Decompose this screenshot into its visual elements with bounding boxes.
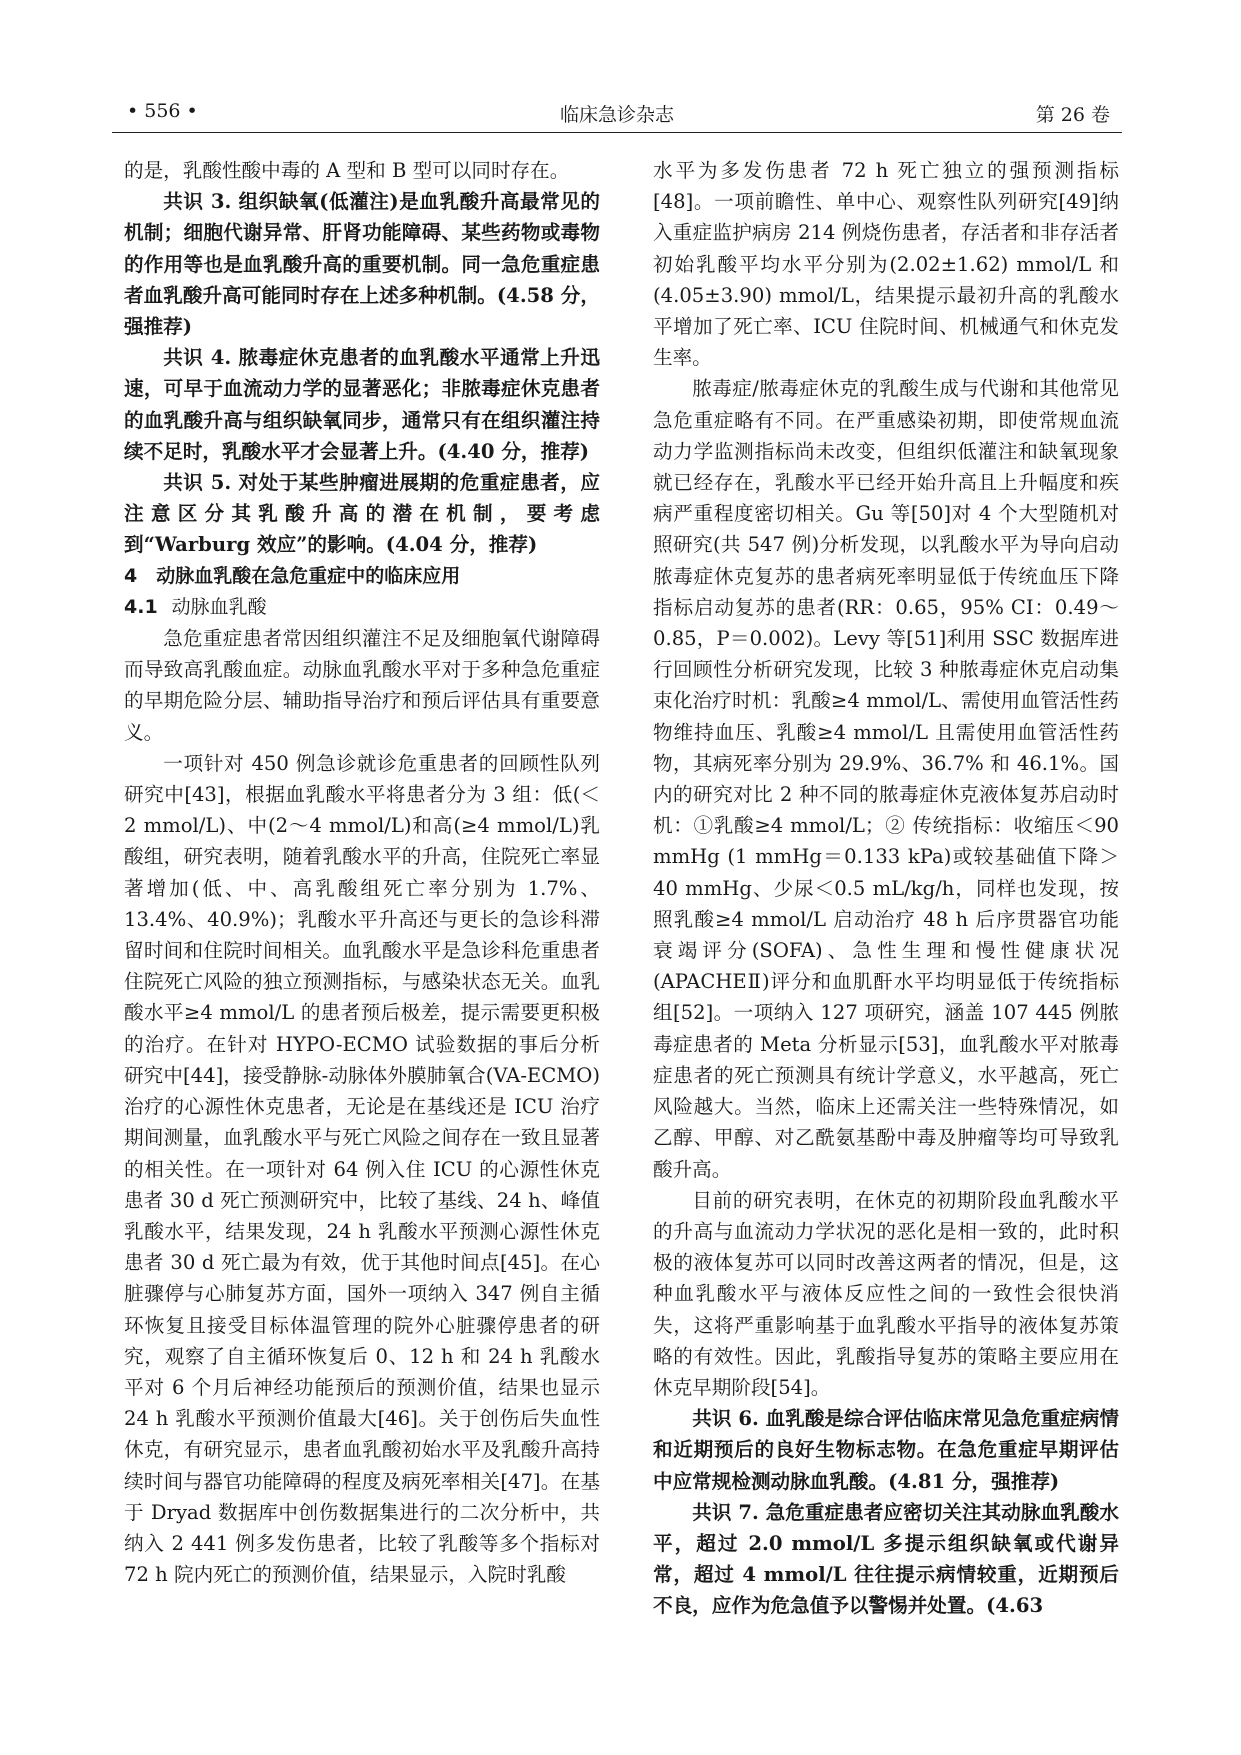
left-column: [124, 155, 600, 1590]
paragraph: 脓毒症/脓毒症休克的乳酸生成与代谢和其他常见急危重症略有不同。在严重感染初期，即使常规血流动力学监测指标尚未改变，但组织低灌注和缺氧现象就已经存在，乳酸水平已经开始升高且上升幅度和疾病严重程度密切相关。Gu 等[50]对 4 个大型随机对照研究(共 547 例)分析发现，以乳酸水平为导向启动脓毒症休克复苏的患者病死率明显低于传统血压下降指标启动复苏的患者(RR：0.65，95% CI：0.49～0.85，P＝0.002)。Levy 等[51]利用 SSC 数据库进行回顾性分析研究发现，比较 3 种脓毒症休克启动集束化治疗时机：乳酸≥4 mmol/L、需使用血管活性药物维持血压、乳酸≥4 mmol/L 且需使用血管活性药物，其病死率分别为 29.9%、36.7% 和 46.1%。国内的研究对比 2 种不同的脓毒症休克液体复苏启动时机：①乳酸≥4 mmol/L；② 传统指标：收缩压＜90 mmHg (1 mmHg＝0.133 kPa)或较基础值下降＞40 mmHg、少尿＜0.5 mL/kg/h，同样也发现，按照乳酸≥4 mmol/L 启动治疗 48 h 后序贯器官功能衰竭评分(SOFA)、急性生理和慢性健康状况(APACHEⅡ)评分和血肌酐水平均明显低于传统指标组[52]。一项纳入 127 项研究，涵盖 107 445 例脓毒症患者的 Meta 分析显示[53]，血乳酸水平对脓毒症患者的死亡预测具有统计学意义，水平越高，死亡风险越大。当然，临床上还需关注一些特殊情况，如乙醇、甲醇、对乙酰氨基酚中毒及肿瘤等均可导致乳酸升高。: [653, 377, 1119, 1181]
subsection-heading: [124, 592, 600, 623]
consensus-4: 共识 4. 脓毒症休克患者的血乳酸水平通常上升迅速，可早于血流动力学的显著恶化；非脓毒症休克患者的血乳酸升高与组织缺氧同步，通常只有在组织灌注持续不足时，乳酸水平才会显著上升。(4.40 分，推荐): [124, 346, 600, 463]
consensus-3: 共识 3. 组织缺氧(低灌注)是血乳酸升高最常见的机制；细胞代谢异常、肝肾功能障碍、某些药物或毒物的作用等也是血乳酸升高的重要机制。同一急危重症患者血乳酸升高可能同时存在上述多种机制。(4.58 分，强推荐): [124, 190, 600, 339]
paragraph: 水平为多发伤患者 72 h 死亡独立的强预测指标[48]。一项前瞻性、单中心、观察性队列研究[49]纳入重症监护病房 214 例烧伤患者，存活者和非存活者初始乳酸平均水平分别为(2.02±1.62) mmol/L 和(4.05±3.90) mmol/L，结果提示最初升高的乳酸水平增加了死亡率、ICU 住院时间、机械通气和休克发生率。: [653, 159, 1119, 370]
consensus-7: 共识 7. 急危重症患者应密切关注其动脉血乳酸水平，超过 2.0 mmol/L 多提示组织缺氧或代谢异常，超过 4 mmol/L 往往提示病情较重，近期预后不良，应作为危急值予以警惕并处置。(4.63: [653, 1500, 1119, 1618]
consensus-5: 共识 5. 对处于某些肿瘤进展期的危重症患者，应注意区分其乳酸升高的潜在机制，要考虑到“Warburg 效应”的影响。(4.04 分，推荐): [124, 471, 600, 557]
subsection-number: 4.1: [124, 595, 158, 618]
consensus-6: 共识 6. 血乳酸是综合评估临床常见急危重症病情和近期预后的良好生物标志物。在急危重症早期评估中应常规检测动脉血乳酸。(4.81 分，强推荐): [653, 1407, 1119, 1493]
page-header: [112, 96, 1122, 133]
paragraph: 目前的研究表明，在休克的初期阶段血乳酸水平的升高与血流动力学状况的恶化是相一致的，此时积极的液体复苏可以同时改善这两者的情况，但是，这种血乳酸水平与液体反应性之间的一致性会很快消失，这将严重影响基于血乳酸水平指导的液体复苏策略的有效性。因此，乳酸指导复苏的策略主要应用在休克早期阶段[54]。: [653, 1188, 1119, 1399]
paragraph: 急危重症患者常因组织灌注不足及细胞氧代谢障碍而导致高乳酸血症。动脉血乳酸水平对于多种急危重症的早期危险分层、辅助指导治疗和预后评估具有重要意义。: [124, 627, 600, 744]
page-number: • 556 •: [127, 100, 198, 122]
paragraph: 的是，乳酸性酸中毒的 A 型和 B 型可以同时存在。: [124, 159, 570, 182]
journal-title: 临床急诊杂志: [559, 104, 674, 126]
subsection-title: 动脉血乳酸: [171, 595, 267, 618]
volume-label: 第 26 卷: [1035, 104, 1110, 126]
right-column: [653, 155, 1119, 1622]
paragraph: 一项针对 450 例急诊就诊危重患者的回顾性队列研究中[43]，根据血乳酸水平将患者分为 3 组：低(＜2 mmol/L)、中(2～4 mmol/L)和高(≥4 mmol/L)乳酸组，研究表明，随着乳酸水平的升高，住院死亡率显著增加(低、中、高乳酸组死亡率分别为 1.7%、13.4%、40.9%)；乳酸水平升高还与更长的急诊科滞留时间和住院时间相关。血乳酸水平是急诊科危重患者住院死亡风险的独立预测指标，与感染状态无关。血乳酸水平≥4 mmol/L 的患者预后极差，提示需要更积极的治疗。在针对 HYPO-ECMO 试验数据的事后分析研究中[44]，接受静脉-动脉体外膜肺氧合(VA-ECMO)治疗的心源性休克患者，无论是在基线还是 ICU 治疗期间测量，血乳酸水平与死亡风险之间存在一致且显著的相关性。在一项针对 64 例入住 ICU 的心源性休克患者 30 d 死亡预测研究中，比较了基线、24 h、峰值乳酸水平，结果发现，24 h 乳酸水平预测心源性休克患者 30 d 死亡最为有效，优于其他时间点[45]。在心脏骤停与心肺复苏方面，国外一项纳入 347 例自主循环恢复且接受目标体温管理的院外心脏骤停患者的研究，观察了自主循环恢复后 0、12 h 和 24 h 乳酸水平对 6 个月后神经功能预后的预测价值，结果也显示 24 h 乳酸水平预测价值最大[46]。关于创伤后失血性休克，有研究显示，患者血乳酸初始水平及乳酸升高持续时间与器官功能障碍的程度及病死率相关[47]。在基于 Dryad 数据库中创伤数据集进行的二次分析中，共纳入 2 441 例多发伤患者，比较了乳酸等多个指标对 72 h 院内死亡的预测价值，结果显示，入院时乳酸: [124, 751, 600, 1587]
section-heading: 4 动脉血乳酸在急危重症中的临床应用: [124, 564, 461, 587]
